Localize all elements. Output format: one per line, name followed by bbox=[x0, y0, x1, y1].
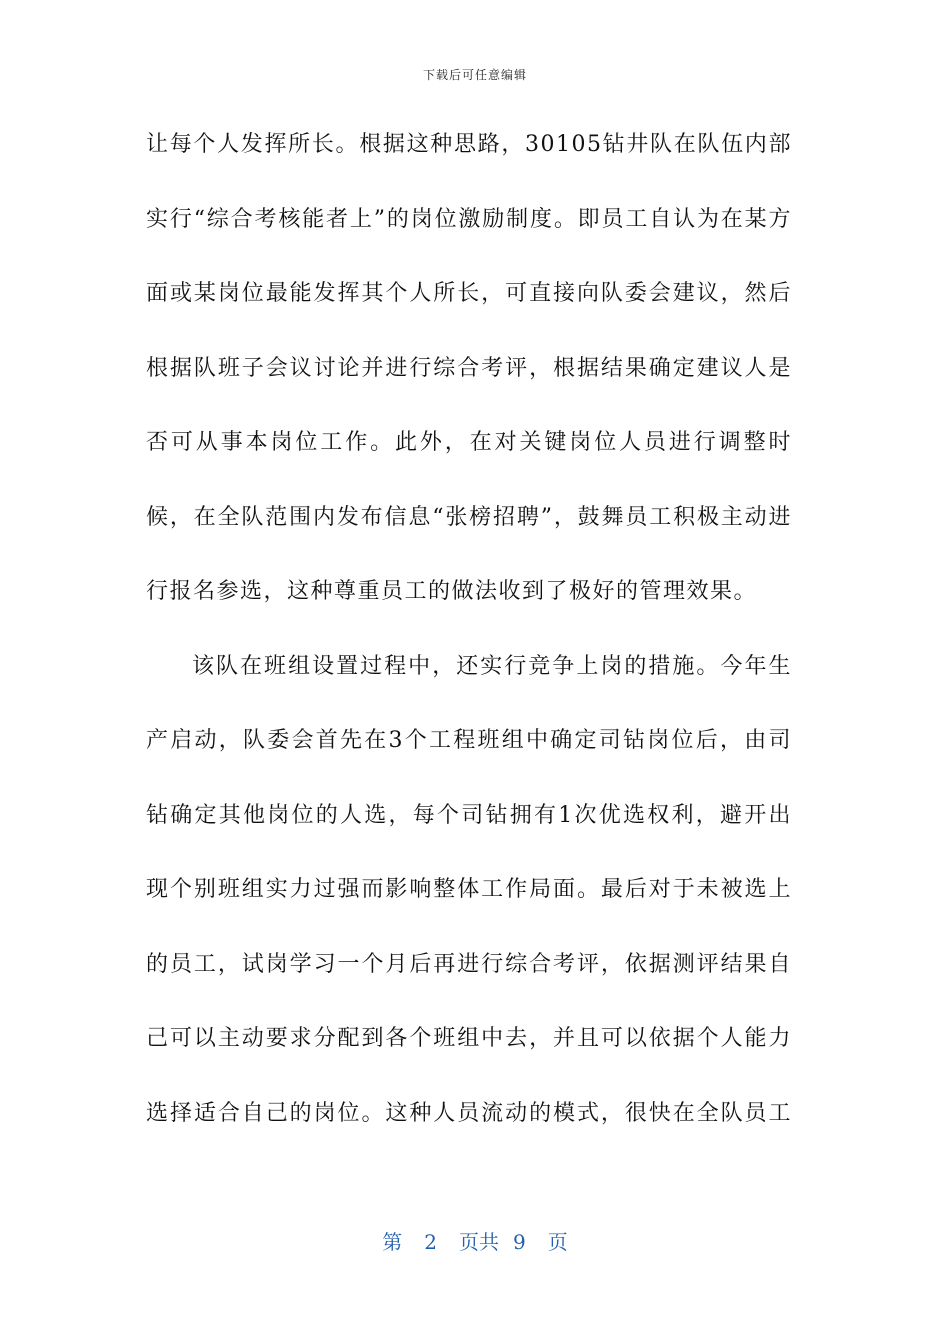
document-body bbox=[146, 108, 792, 1151]
paragraph-2: 该队在班组设置过程中，还实行竞争上岗的措施。今年生产启动，队委会首先在3个工程班组中确定司钻岗位后，由司钻确定其他岗位的人选，每个司钻拥有1次优选权利，避开出现个别班组实力过强而影响整体工作局面。最后对于未被选上的员工，试岗学习一个月后再进行综合考评，依据测评结果自己可以主动要求分配到各个班组中去，并且可以依据个人能力选择适合自己的岗位。这种人员流动的模式，很快在全队员工 bbox=[146, 653, 792, 1126]
header-note: 下载后可任意编辑 bbox=[422, 68, 527, 82]
footer-total-pages: 9 bbox=[513, 1230, 526, 1254]
footer-page-number: 2 bbox=[424, 1230, 437, 1254]
footer-suffix: 页 bbox=[547, 1230, 568, 1254]
page-footer bbox=[0, 1226, 950, 1255]
footer-prefix: 第 bbox=[382, 1230, 403, 1254]
footer-middle: 页共 bbox=[459, 1230, 499, 1254]
paragraph-1: 让每个人发挥所长。根据这种思路，30105钻井队在队伍内部实行“综合考核能者上”的岗位激励制度。即员工自认为在某方面或某岗位最能发挥其个人所长，可直接向队委会建议，然后根据队班子会议讨论并进行综合考评，根据结果确定建议人是否可从事本岗位工作。此外，在对关键岗位人员进行调整时候，在全队范围内发布信息“张榜招聘”，鼓舞员工积极主动进行报名参选，这种尊重员工的做法收到了极好的管理效果。 bbox=[146, 132, 792, 604]
